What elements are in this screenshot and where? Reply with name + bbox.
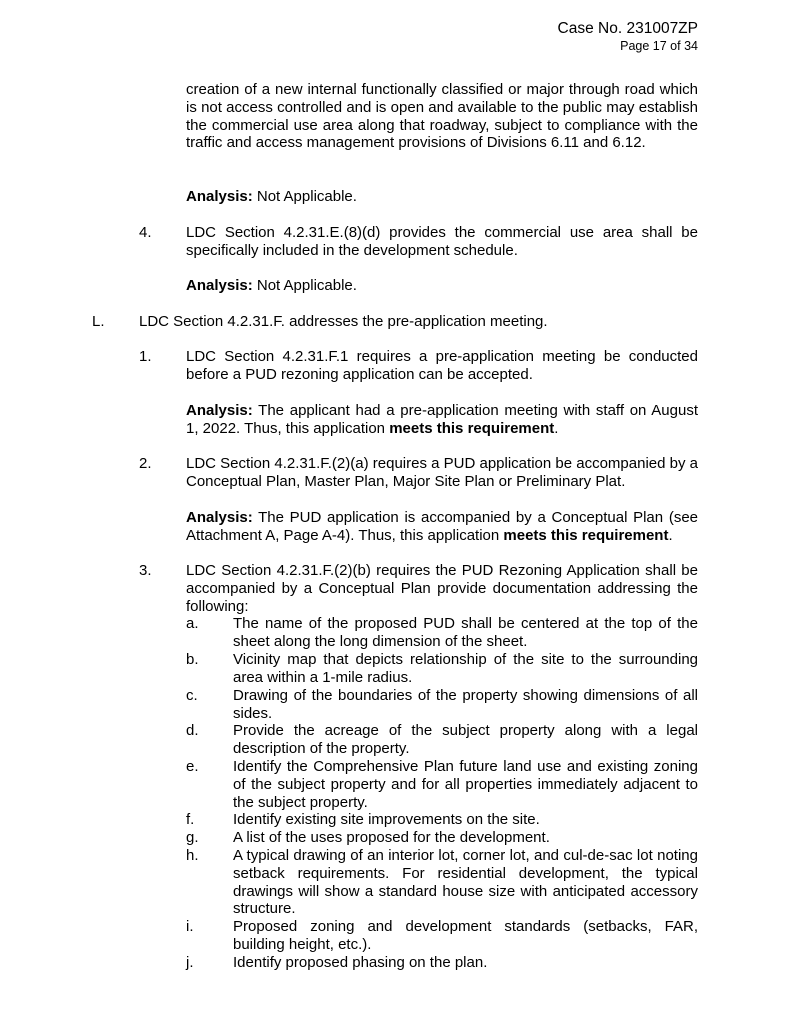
analysis-label: Analysis: (186, 277, 253, 294)
list-text: Identify the Comprehensive Plan future land use and existing zoning of the subject property and for all properties immediately adjacent to the subject property. (233, 758, 698, 811)
analysis-label: Analysis: (186, 188, 253, 205)
page-header (558, 20, 698, 54)
analysis-end: . (554, 419, 559, 437)
analysis-label: Analysis: (186, 509, 253, 526)
item-number: 2. (139, 455, 152, 472)
list-text: Proposed zoning and development standards (setbacks, FAR, building height, etc.). (233, 918, 698, 953)
list-letter: h. (186, 847, 199, 864)
list-letter: a. (186, 615, 199, 632)
list-text: Identify existing site improvements on the site. (233, 811, 540, 828)
list-letter: g. (186, 829, 199, 846)
analysis-end: . (668, 526, 673, 544)
analysis-paragraph (186, 509, 698, 545)
list-text: Identify proposed phasing on the plan. (233, 954, 488, 971)
list-letter: e. (186, 758, 199, 775)
list-letter: i. (186, 918, 194, 935)
list-text: Provide the acreage of the subject property along with a legal description of the property. (233, 722, 698, 757)
list-text: Drawing of the boundaries of the property showing dimensions of all sides. (233, 687, 698, 722)
list-text: A typical drawing of an interior lot, corner lot, and cul-de-sac lot noting setback requirements. For residential development, the typical drawings will show a standard house size with anticipated accessory structure. (233, 847, 698, 918)
item-paragraph: LDC Section 4.2.31.E.(8)(d) provides the commercial use area shall be specifically included in the development schedule. (186, 224, 698, 259)
list-letter: j. (186, 954, 194, 971)
item-paragraph: LDC Section 4.2.31.F.(2)(b) requires the PUD Rezoning Application shall be accompanied by a Conceptual Plan provide documentation addressing the following: (186, 562, 698, 615)
case-number: Case No. 231007ZP (557, 20, 698, 37)
list-text: The name of the proposed PUD shall be centered at the top of the sheet along the long dimension of the sheet. (233, 615, 698, 650)
list-letter: f. (186, 811, 195, 828)
analysis-paragraph (186, 402, 698, 438)
analysis-text: The applicant had a pre-application meeting with staff on August 1, 2022. Thus, this application (186, 402, 698, 437)
section-letter: L. (92, 313, 105, 330)
item-paragraph: LDC Section 4.2.31.F.(2)(a) requires a PUD application be accompanied by a Conceptual Plan, Master Plan, Major Site Plan or Preliminary Plat. (186, 455, 698, 490)
analysis-label: Analysis: (186, 402, 253, 419)
analysis-text: The PUD application is accompanied by a Conceptual Plan (see Attachment A, Page A-4). Thus, this application (186, 509, 698, 544)
page-number: Page 17 of 34 (620, 39, 698, 53)
item-number: 4. (139, 224, 152, 241)
list-text: A list of the uses proposed for the development. (233, 829, 550, 846)
analysis-text: Not Applicable. (252, 277, 357, 294)
section-heading: LDC Section 4.2.31.F. addresses the pre-application meeting. (139, 313, 548, 330)
list-letter: b. (186, 651, 199, 668)
item-number: 3. (139, 562, 152, 579)
item-paragraph: LDC Section 4.2.31.F.1 requires a pre-application meeting be conducted before a PUD rezoning application can be accepted. (186, 348, 698, 383)
item-number: 1. (139, 348, 152, 365)
list-letter: c. (186, 687, 198, 704)
continuation-paragraph: creation of a new internal functionally classified or major through road which is not access controlled and is open and available to the public may establish the commercial use area along that roadway, subject to compliance with the traffic and access management provisions of Divisions 6.11 and 6.12. (186, 81, 698, 152)
requirement-met: meets this requirement (389, 419, 555, 437)
list-text: Vicinity map that depicts relationship of the site to the surrounding area within a 1-mile radius. (233, 651, 698, 686)
analysis-paragraph (186, 277, 698, 295)
list-letter: d. (186, 722, 199, 739)
requirement-met: meets this requirement (503, 526, 669, 544)
analysis-text: Not Applicable. (252, 188, 357, 205)
analysis-paragraph (186, 188, 698, 206)
